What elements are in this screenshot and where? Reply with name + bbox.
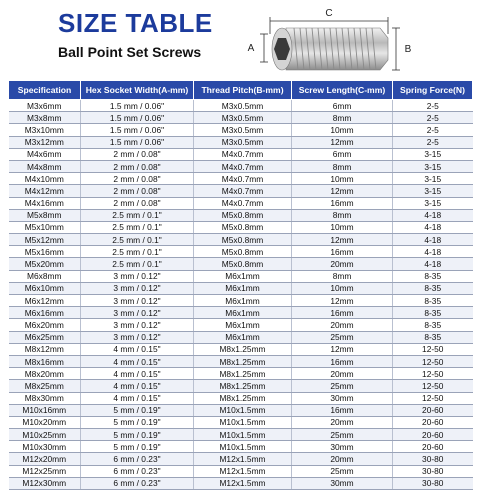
table-cell: 20-60 — [393, 404, 473, 416]
table-row — [9, 270, 473, 282]
table-row — [9, 258, 473, 270]
table-cell: 2.5 mm / 0.1" — [81, 234, 194, 246]
table-cell: 3-15 — [393, 173, 473, 185]
table-cell: M6x10mm — [9, 282, 81, 294]
table-row — [9, 465, 473, 477]
table-cell: 8-35 — [393, 319, 473, 331]
table-row — [9, 429, 473, 441]
table-row — [9, 343, 473, 355]
table-cell: M8x16mm — [9, 355, 81, 367]
column-header: Spring Force(N) — [393, 81, 473, 100]
table-cell: M4x16mm — [9, 197, 81, 209]
table-cell: M3x0.5mm — [194, 136, 292, 148]
size-table — [8, 80, 473, 490]
table-cell: 12mm — [292, 234, 393, 246]
table-cell: 6 mm / 0.23" — [81, 465, 194, 477]
table-cell: M3x0.5mm — [194, 100, 292, 112]
table-cell: 5 mm / 0.19" — [81, 441, 194, 453]
table-cell: 30-80 — [393, 477, 473, 489]
page-subtitle: Ball Point Set Screws — [58, 44, 202, 60]
table-cell: M6x20mm — [9, 319, 81, 331]
table-cell: 3 mm / 0.12" — [81, 319, 194, 331]
table-cell: 3-15 — [393, 185, 473, 197]
table-row — [9, 307, 473, 319]
table-cell: 20mm — [292, 368, 393, 380]
table-cell: M12x1.5mm — [194, 453, 292, 465]
table-cell: M5x0.8mm — [194, 258, 292, 270]
table-row — [9, 319, 473, 331]
column-header: Screw Length(C-mm) — [292, 81, 393, 100]
table-cell: 4-18 — [393, 209, 473, 221]
table-cell: M6x12mm — [9, 295, 81, 307]
table-cell: 20mm — [292, 453, 393, 465]
table-cell: 8-35 — [393, 295, 473, 307]
table-cell: 2.5 mm / 0.1" — [81, 221, 194, 233]
table-row — [9, 404, 473, 416]
table-cell: 3-15 — [393, 148, 473, 160]
table-row — [9, 197, 473, 209]
table-cell: 2 mm / 0.08" — [81, 173, 194, 185]
table-cell: 5 mm / 0.19" — [81, 429, 194, 441]
table-row — [9, 100, 473, 112]
table-cell: M10x16mm — [9, 404, 81, 416]
table-cell: M4x0.7mm — [194, 197, 292, 209]
table-cell: 4 mm / 0.15" — [81, 355, 194, 367]
table-cell: 12mm — [292, 343, 393, 355]
table-cell: M3x10mm — [9, 124, 81, 136]
table-cell: M12x20mm — [9, 453, 81, 465]
table-cell: 12-50 — [393, 380, 473, 392]
table-cell: M10x1.5mm — [194, 416, 292, 428]
table-cell: M10x1.5mm — [194, 441, 292, 453]
table-cell: M5x0.8mm — [194, 209, 292, 221]
table-cell: M10x25mm — [9, 429, 81, 441]
table-cell: 2-5 — [393, 100, 473, 112]
table-header-row — [9, 81, 473, 100]
table-cell: M8x1.25mm — [194, 368, 292, 380]
table-row — [9, 209, 473, 221]
table-cell: M3x0.5mm — [194, 124, 292, 136]
table-cell: 4 mm / 0.15" — [81, 368, 194, 380]
table-cell: M5x16mm — [9, 246, 81, 258]
table-cell: M4x6mm — [9, 148, 81, 160]
table-cell: 10mm — [292, 124, 393, 136]
table-cell: M5x0.8mm — [194, 234, 292, 246]
table-cell: M6x1mm — [194, 270, 292, 282]
table-cell: M4x10mm — [9, 173, 81, 185]
table-cell: 2.5 mm / 0.1" — [81, 258, 194, 270]
table-cell: 8mm — [292, 270, 393, 282]
table-row — [9, 441, 473, 453]
table-cell: M6x25mm — [9, 331, 81, 343]
table-cell: 12-50 — [393, 392, 473, 404]
table-cell: 25mm — [292, 331, 393, 343]
table-row — [9, 160, 473, 172]
table-cell: M12x1.5mm — [194, 477, 292, 489]
table-row — [9, 136, 473, 148]
table-cell: 30mm — [292, 392, 393, 404]
table-cell: 10mm — [292, 173, 393, 185]
table-cell: 8-35 — [393, 307, 473, 319]
column-header: Hex Socket Width(A-mm) — [81, 81, 194, 100]
table-cell: 4-18 — [393, 258, 473, 270]
table-cell: 1.5 mm / 0.06" — [81, 112, 194, 124]
table-cell: M6x1mm — [194, 282, 292, 294]
dimension-b-label: B — [404, 44, 412, 55]
table-cell: 6mm — [292, 100, 393, 112]
table-cell: 25mm — [292, 465, 393, 477]
table-cell: 8-35 — [393, 331, 473, 343]
table-cell: M8x1.25mm — [194, 355, 292, 367]
table-cell: 4-18 — [393, 234, 473, 246]
table-cell: 2 mm / 0.08" — [81, 148, 194, 160]
dimension-c-label: C — [325, 8, 333, 19]
table-cell: M4x0.7mm — [194, 173, 292, 185]
table-cell: M5x0.8mm — [194, 246, 292, 258]
table-row — [9, 173, 473, 185]
table-cell: M5x8mm — [9, 209, 81, 221]
table-row — [9, 185, 473, 197]
table-cell: 16mm — [292, 404, 393, 416]
table-cell: 30-80 — [393, 453, 473, 465]
table-cell: M10x1.5mm — [194, 404, 292, 416]
table-cell: 6 mm / 0.23" — [81, 453, 194, 465]
table-cell: M6x8mm — [9, 270, 81, 282]
table-cell: M6x1mm — [194, 307, 292, 319]
table-cell: M10x30mm — [9, 441, 81, 453]
table-cell: 16mm — [292, 246, 393, 258]
table-cell: M10x20mm — [9, 416, 81, 428]
table-cell: 25mm — [292, 429, 393, 441]
table-cell: M8x1.25mm — [194, 392, 292, 404]
table-cell: M8x1.25mm — [194, 380, 292, 392]
table-cell: M8x12mm — [9, 343, 81, 355]
table-row — [9, 246, 473, 258]
table-cell: M3x0.5mm — [194, 112, 292, 124]
table-cell: M12x25mm — [9, 465, 81, 477]
table-cell: M6x16mm — [9, 307, 81, 319]
table-cell: 20mm — [292, 319, 393, 331]
table-row — [9, 282, 473, 294]
table-row — [9, 295, 473, 307]
table-cell: 2.5 mm / 0.1" — [81, 246, 194, 258]
table-cell: 2 mm / 0.08" — [81, 160, 194, 172]
table-cell: 3 mm / 0.12" — [81, 331, 194, 343]
table-cell: M8x30mm — [9, 392, 81, 404]
table-cell: 10mm — [292, 282, 393, 294]
table-row — [9, 234, 473, 246]
table-cell: 6 mm / 0.23" — [81, 477, 194, 489]
table-row — [9, 355, 473, 367]
table-cell: M5x0.8mm — [194, 221, 292, 233]
table-cell: M6x1mm — [194, 319, 292, 331]
table-cell: M6x1mm — [194, 295, 292, 307]
table-cell: 3-15 — [393, 160, 473, 172]
table-cell: M6x1mm — [194, 331, 292, 343]
table-cell: M5x12mm — [9, 234, 81, 246]
table-cell: 30mm — [292, 477, 393, 489]
table-cell: 20-60 — [393, 416, 473, 428]
table-row — [9, 124, 473, 136]
table-row — [9, 416, 473, 428]
table-cell: 12mm — [292, 185, 393, 197]
table-cell: 20mm — [292, 416, 393, 428]
table-cell: 2.5 mm / 0.1" — [81, 209, 194, 221]
table-cell: 12-50 — [393, 343, 473, 355]
column-header: Thread Pitch(B-mm) — [194, 81, 292, 100]
table-cell: 4-18 — [393, 246, 473, 258]
dimension-a-label: A — [247, 43, 255, 54]
table-cell: M3x8mm — [9, 112, 81, 124]
table-cell: 16mm — [292, 355, 393, 367]
table-row — [9, 368, 473, 380]
screw-image — [272, 28, 388, 70]
table-cell: 1.5 mm / 0.06" — [81, 136, 194, 148]
table-cell: M4x8mm — [9, 160, 81, 172]
table-row — [9, 380, 473, 392]
column-header: Specification — [9, 81, 81, 100]
table-cell: 1.5 mm / 0.06" — [81, 124, 194, 136]
table-cell: 4-18 — [393, 221, 473, 233]
table-cell: 25mm — [292, 380, 393, 392]
table-row — [9, 392, 473, 404]
table-cell: M12x30mm — [9, 477, 81, 489]
table-cell: 12mm — [292, 136, 393, 148]
table-cell: 2-5 — [393, 136, 473, 148]
table-cell: 20mm — [292, 258, 393, 270]
table-row — [9, 477, 473, 489]
table-cell: 8mm — [292, 112, 393, 124]
table-row — [9, 112, 473, 124]
table-cell: 16mm — [292, 197, 393, 209]
table-cell: M4x0.7mm — [194, 185, 292, 197]
table-cell: 12mm — [292, 295, 393, 307]
table-cell: 2-5 — [393, 112, 473, 124]
table-cell: M8x25mm — [9, 380, 81, 392]
table-cell: 5 mm / 0.19" — [81, 416, 194, 428]
table-cell: 10mm — [292, 221, 393, 233]
table-cell: 3 mm / 0.12" — [81, 307, 194, 319]
table-cell: M8x20mm — [9, 368, 81, 380]
table-cell: M4x12mm — [9, 185, 81, 197]
table-cell: M10x1.5mm — [194, 429, 292, 441]
table-cell: 12-50 — [393, 368, 473, 380]
table-cell: M5x20mm — [9, 258, 81, 270]
table-cell: 20-60 — [393, 429, 473, 441]
table-cell: 4 mm / 0.15" — [81, 380, 194, 392]
table-cell: 6mm — [292, 148, 393, 160]
table-cell: M4x0.7mm — [194, 160, 292, 172]
table-cell: M8x1.25mm — [194, 343, 292, 355]
table-row — [9, 453, 473, 465]
table-cell: 2-5 — [393, 124, 473, 136]
table-cell: 3 mm / 0.12" — [81, 295, 194, 307]
table-cell: 5 mm / 0.19" — [81, 404, 194, 416]
table-cell: 2 mm / 0.08" — [81, 197, 194, 209]
table-cell: M4x0.7mm — [194, 148, 292, 160]
table-cell: 4 mm / 0.15" — [81, 392, 194, 404]
table-cell: 8-35 — [393, 282, 473, 294]
table-cell: 3-15 — [393, 197, 473, 209]
table-cell: 30-80 — [393, 465, 473, 477]
page-title: SIZE TABLE — [58, 8, 213, 38]
table-cell: M3x6mm — [9, 100, 81, 112]
table-cell: 16mm — [292, 307, 393, 319]
table-cell: 30mm — [292, 441, 393, 453]
table-cell: 8mm — [292, 209, 393, 221]
table-cell: 4 mm / 0.15" — [81, 343, 194, 355]
table-cell: 3 mm / 0.12" — [81, 270, 194, 282]
table-cell: 2 mm / 0.08" — [81, 185, 194, 197]
table-row — [9, 148, 473, 160]
table-cell: 12-50 — [393, 355, 473, 367]
table-cell: 3 mm / 0.12" — [81, 282, 194, 294]
table-row — [9, 221, 473, 233]
table-cell: M12x1.5mm — [194, 465, 292, 477]
table-cell: 1.5 mm / 0.06" — [81, 100, 194, 112]
table-cell: M3x12mm — [9, 136, 81, 148]
table-cell: 8-35 — [393, 270, 473, 282]
table-cell: 20-60 — [393, 441, 473, 453]
table-cell: M5x10mm — [9, 221, 81, 233]
table-row — [9, 331, 473, 343]
table-cell: 8mm — [292, 160, 393, 172]
set-screw-diagram — [238, 4, 418, 78]
